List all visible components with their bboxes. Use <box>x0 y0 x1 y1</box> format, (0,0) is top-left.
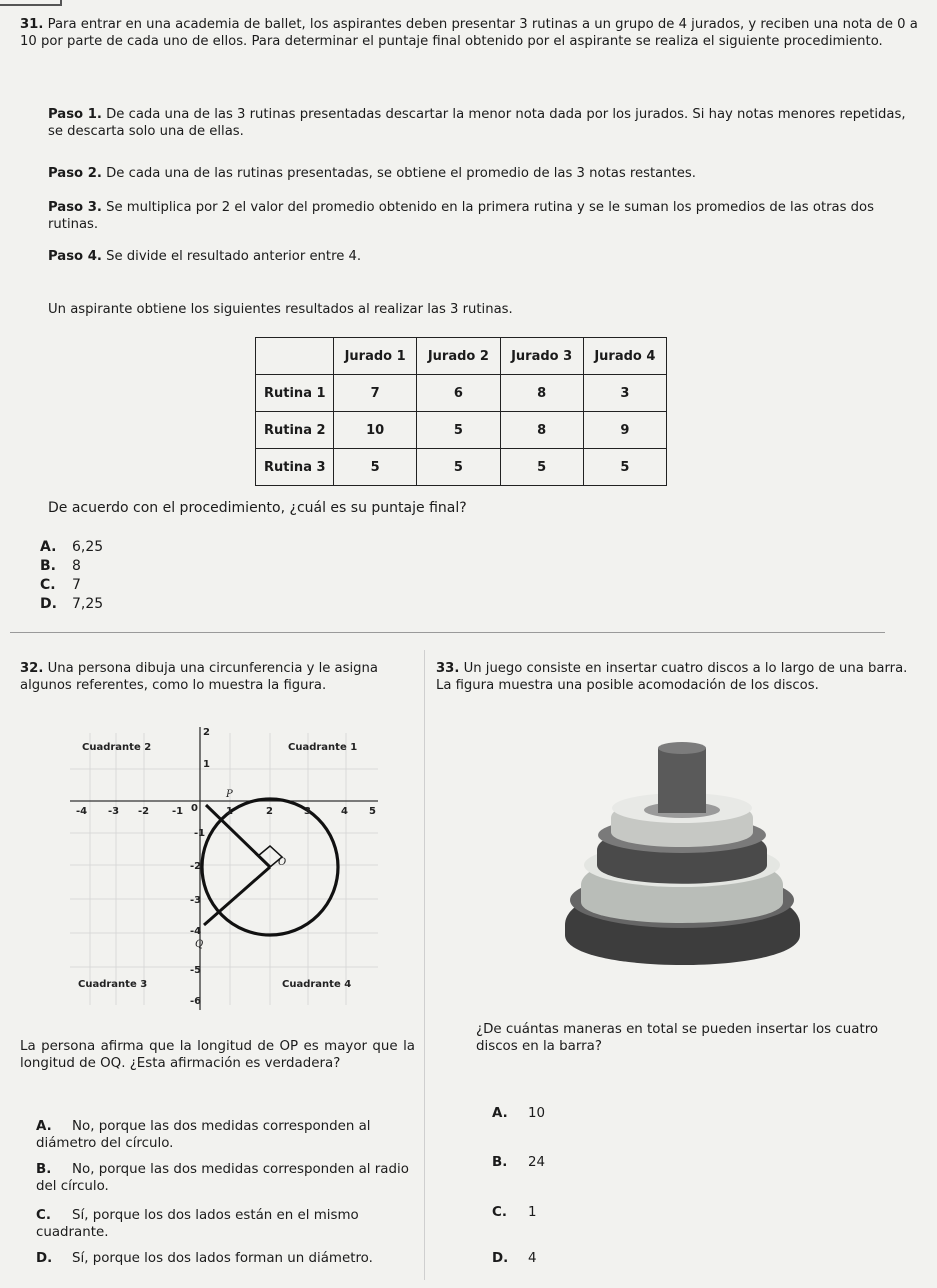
table-header-cell <box>256 338 334 375</box>
y-tick-label: -1 <box>194 828 206 839</box>
point-q-label: Q <box>195 939 204 950</box>
table-header-cell: Jurado 1 <box>334 338 417 375</box>
q33-option-b[interactable] <box>492 1154 545 1171</box>
y-tick-label: -6 <box>190 996 202 1007</box>
x-tick-label: -3 <box>108 806 120 817</box>
x-tick-label: 5 <box>369 806 376 817</box>
q32-option-d[interactable] <box>36 1250 416 1267</box>
question-32-prompt: La persona afirma que la longitud de OP es mayor que la longitud de OQ. ¿Esta afirmación es verdadera? <box>20 1039 415 1071</box>
option-letter: B. <box>36 1162 52 1177</box>
table-cell: Rutina 2 <box>256 412 334 449</box>
table-cell: 6 <box>417 375 500 412</box>
results-intro: Un aspirante obtiene los siguientes resultados al realizar las 3 rutinas. <box>48 302 513 317</box>
step-1-label: Paso 1. <box>48 107 102 122</box>
point-p-label: P <box>226 789 233 800</box>
option-text: No, porque las dos medidas corresponden al radio del círculo. <box>36 1162 409 1194</box>
question-32-number: 32. <box>20 661 44 676</box>
question-31-number: 31. <box>20 17 44 32</box>
y-tick-label: -2 <box>190 861 202 872</box>
segment-op <box>206 805 270 867</box>
x-tick-label: 3 <box>304 806 311 817</box>
x-tick-label: 0 <box>191 803 198 814</box>
table-cell: 5 <box>583 449 666 486</box>
option-letter: D. <box>492 1251 509 1266</box>
step-2 <box>48 165 918 182</box>
quadrant-2-label: Cuadrante 2 <box>82 742 152 753</box>
results-table <box>255 337 667 486</box>
quadrant-4-label: Cuadrante 4 <box>282 979 352 990</box>
quadrant-1-label: Cuadrante 1 <box>288 742 358 753</box>
option-letter: D. <box>40 596 57 612</box>
y-tick-label: -3 <box>190 895 202 906</box>
option-letter: A. <box>40 539 57 555</box>
option-letter: B. <box>492 1155 508 1170</box>
option-c[interactable] <box>40 576 81 595</box>
question-32-intro <box>20 660 415 694</box>
page-corner-mark <box>0 0 62 6</box>
grid-lines <box>70 733 378 1005</box>
question-33-intro-text: Un juego consiste en insertar cuatro discos a lo largo de una barra. La figura muestra una posible acomodación de los discos. <box>436 661 908 693</box>
table-cell: 10 <box>334 412 417 449</box>
table-cell: Rutina 1 <box>256 375 334 412</box>
option-a[interactable] <box>40 538 103 557</box>
option-d[interactable] <box>40 595 103 614</box>
column-divider <box>424 650 425 1280</box>
x-tick-labels <box>76 803 376 817</box>
y-tick-label: 2 <box>203 727 210 738</box>
question-31-intro-text: Para entrar en una academia de ballet, los aspirantes deben presentar 3 rutinas a un grupo de 4 jurados, y reciben una nota de 0 a 10 por parte de cada uno de ellos. Para determinar el puntaje final obtenido por el aspirante se realiza el siguiente procedimiento. <box>20 17 918 49</box>
q32-option-a[interactable] <box>36 1118 416 1152</box>
question-32-intro-text: Una persona dibuja una circunferencia y le asigna algunos referentes, como lo muestra la figura. <box>20 661 378 693</box>
question-33-prompt: ¿De cuántas maneras en total se pueden insertar los cuatro discos en la barra? <box>476 1022 879 1054</box>
q32-option-c[interactable] <box>36 1207 416 1241</box>
step-1-text: De cada una de las 3 rutinas presentadas descartar la menor nota dada por los jurados. Si hay notas menores repetidas, se descarta solo una de ellas. <box>48 107 906 139</box>
segment-oq <box>204 867 270 925</box>
table-header-row <box>256 338 667 375</box>
option-text: 4 <box>528 1251 537 1266</box>
q33-option-d[interactable] <box>492 1250 537 1267</box>
quadrant-labels <box>78 742 357 990</box>
table-cell: 5 <box>334 449 417 486</box>
question-33-number: 33. <box>436 661 460 676</box>
q33-option-c[interactable] <box>492 1204 537 1221</box>
question-31-prompt: De acuerdo con el procedimiento, ¿cuál es su puntaje final? <box>48 500 467 516</box>
discs-figure <box>555 740 810 975</box>
option-text: 8 <box>72 558 81 574</box>
x-tick-label: 1 <box>226 806 233 817</box>
option-letter: A. <box>492 1106 508 1121</box>
option-text: 1 <box>528 1205 537 1220</box>
step-3-text: Se multiplica por 2 el valor del promedio obtenido en la primera rutina y se le suman los promedios de las otras dos rutinas. <box>48 200 874 232</box>
option-text: 7 <box>72 577 81 593</box>
table-cell: 3 <box>583 375 666 412</box>
step-4-label: Paso 4. <box>48 249 102 264</box>
question-33-intro <box>436 660 916 694</box>
q33-option-a[interactable] <box>492 1105 545 1122</box>
table-cell: 5 <box>417 412 500 449</box>
table-cell: 9 <box>583 412 666 449</box>
table-row <box>256 449 667 486</box>
quadrant-3-label: Cuadrante 3 <box>78 979 148 990</box>
option-text: 7,25 <box>72 596 104 612</box>
option-text: No, porque las dos medidas corresponden al diámetro del círculo. <box>36 1119 371 1151</box>
table-header-cell: Jurado 3 <box>500 338 583 375</box>
table-header-cell: Jurado 4 <box>583 338 666 375</box>
x-tick-label: -4 <box>76 806 88 817</box>
table-cell: 7 <box>334 375 417 412</box>
option-letter: C. <box>40 577 56 593</box>
circle-figure <box>60 715 390 1015</box>
option-b[interactable] <box>40 557 81 576</box>
section-divider <box>10 632 885 633</box>
q32-option-b[interactable] <box>36 1161 416 1195</box>
table-cell: 8 <box>500 375 583 412</box>
option-text: Sí, porque los dos lados forman un diámetro. <box>72 1251 373 1266</box>
option-letter: C. <box>36 1208 51 1223</box>
table-row <box>256 375 667 412</box>
table-cell: Rutina 3 <box>256 449 334 486</box>
y-tick-label: -5 <box>190 965 202 976</box>
option-letter: B. <box>40 558 56 574</box>
option-text: 10 <box>528 1106 546 1121</box>
step-3 <box>48 199 918 233</box>
table-row <box>256 412 667 449</box>
x-tick-label: 4 <box>341 806 348 817</box>
option-text: 6,25 <box>72 539 104 555</box>
table-cell: 5 <box>417 449 500 486</box>
y-tick-label: -4 <box>190 926 202 937</box>
step-4 <box>48 248 918 265</box>
question-31-intro <box>20 16 920 50</box>
x-tick-label: 2 <box>266 806 273 817</box>
point-o-label: O <box>278 857 287 868</box>
option-letter: C. <box>492 1205 507 1220</box>
step-4-text: Se divide el resultado anterior entre 4. <box>106 249 362 264</box>
y-tick-label: 1 <box>203 759 210 770</box>
option-text: Sí, porque los dos lados están en el mismo cuadrante. <box>36 1208 359 1240</box>
option-letter: A. <box>36 1119 52 1134</box>
option-letter: D. <box>36 1251 53 1266</box>
option-text: 24 <box>528 1155 546 1170</box>
step-3-label: Paso 3. <box>48 200 102 215</box>
x-tick-label: -1 <box>172 806 184 817</box>
step-2-text: De cada una de las rutinas presentadas, se obtiene el promedio de las 3 notas restantes. <box>106 166 696 181</box>
table-header-cell: Jurado 2 <box>417 338 500 375</box>
table-cell: 8 <box>500 412 583 449</box>
bar <box>658 742 706 813</box>
step-2-label: Paso 2. <box>48 166 102 181</box>
x-tick-label: -2 <box>138 806 150 817</box>
table-cell: 5 <box>500 449 583 486</box>
step-1 <box>48 106 918 140</box>
